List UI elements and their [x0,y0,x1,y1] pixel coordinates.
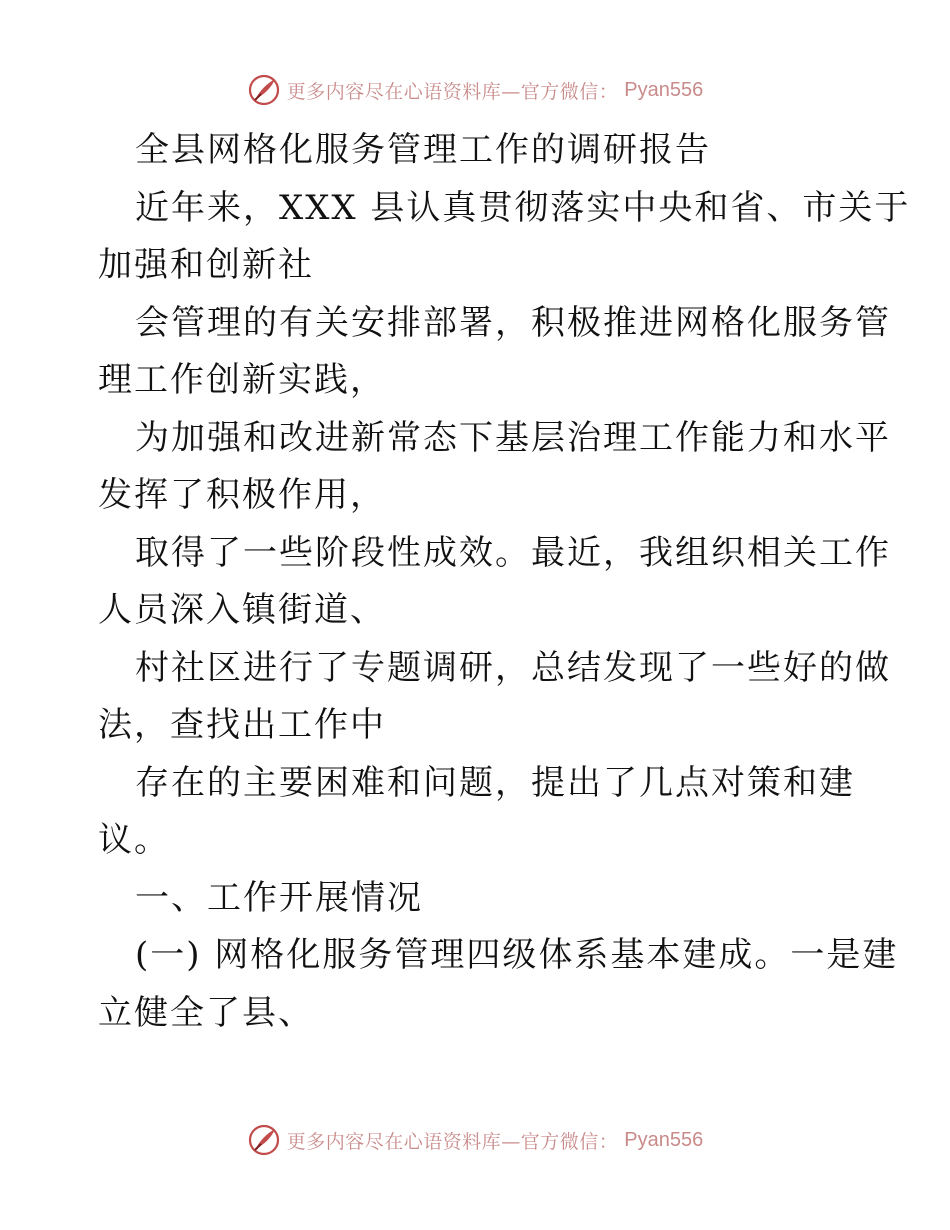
paragraph-line: 发挥了积极作用， [98,475,386,515]
quill-seal-icon [247,1123,281,1157]
header-watermark-wechat-id: Pyan556 [624,78,704,101]
paragraph-line: 理工作创新实践， [98,360,386,400]
footer-watermark-wechat-id: Pyan556 [624,1128,704,1151]
footer-watermark-banner [0,1120,950,1160]
paragraph-line: 村社区进行了专题调研，总结发现了一些好的做 [135,647,891,688]
paragraph-line: 人员深入镇街道、 [98,590,386,630]
header-watermark-text: 更多内容尽在心语资料库—官方微信： [286,80,619,103]
quill-seal-icon [247,73,281,107]
footer-watermark-text: 更多内容尽在心语资料库—官方微信： [286,1130,619,1153]
paragraph-line: 取得了一些阶段性成效。最近，我组织相关工作 [135,532,891,573]
footer-watermark-inner [247,1123,703,1157]
paragraph-line: 近年来，XXX 县认真贯彻落实中央和省、市关于 [135,187,911,228]
paragraph-line: 存在的主要困难和问题，提出了几点对策和建 [135,762,855,803]
document-body [98,122,911,1042]
paragraph-line: 立健全了县、 [98,992,314,1033]
paragraph-line: 会管理的有关安排部署，积极推进网格化服务管 [135,302,891,343]
section-heading: 一、工作开展情况 [135,877,423,918]
paragraph-line: 为加强和改进新常态下基层治理工作能力和水平 [135,417,891,458]
document-title: 全县网格化服务管理工作的调研报告 [135,130,711,170]
paragraph-line: 法，查找出工作中 [98,705,386,745]
paragraph-line: 议。 [98,820,170,860]
subsection-line: (一) 网格化服务管理四级体系基本建成。一是建 [135,935,899,975]
header-watermark-inner [247,73,703,107]
header-watermark-banner [0,70,950,110]
paragraph-line: 加强和创新社 [98,245,314,285]
